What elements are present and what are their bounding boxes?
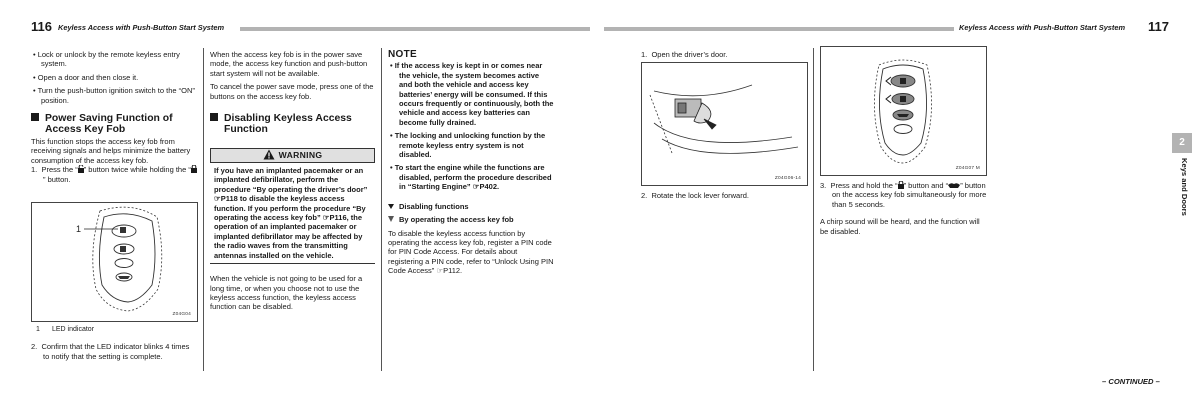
warning-header: WARNING [210,148,375,163]
step-2: 2. Confirm that the LED indicator blinks 4 times to notify that the setting is complete. [31,342,190,361]
left-column-1 [31,50,197,188]
step-2-rotate-lever: 2. Rotate the lock lever forward. [641,191,749,200]
key-fob-hold-figure [820,46,987,176]
door-lock-illustration [642,63,807,185]
key-fob-illustration [32,203,197,321]
left-page [0,0,590,400]
left-column-1-lower [31,325,197,365]
left-column-3 [388,50,554,280]
triangle-icon [388,204,394,209]
right-column-2 [820,181,988,240]
figure-code: Z04G04 [172,312,191,317]
left-header-bar [240,27,590,31]
bullet-item: • Open a door and then close it. [33,72,139,82]
sub-sub-heading-by-fob: By operating the access key fob [388,215,554,224]
cancel-power-save-text: To cancel the power save mode, press one of the buttons on the access key fob. [210,82,374,101]
lock-icon [191,165,197,173]
note-title: NOTE [388,49,417,60]
square-icon [31,113,39,121]
key-fob-buttons-illustration [821,47,986,175]
bullet-item: • Turn the push-button ignition switch to the “ON” position. [33,86,195,105]
disable-intro-text: When the vehicle is not going to be used for a long time, or when you choose not to use the keyless access function, the keyless access function can be disabled. [210,274,363,312]
note-item: • To start the engine while the functions are disabled, perform the procedure described in “Starting Engine” ☞P402. [390,163,552,192]
trunk-icon [948,182,960,188]
column-divider [203,48,204,371]
power-save-text: When the access key fob is in the power save mode, the access key function and push-button start system will not be available. [210,50,368,78]
left-page-number: 116 [31,19,52,34]
figure-code: Z04G07 M [955,166,980,171]
step-1-open-door: 1. Open the driver’s door. [641,50,728,59]
chirp-text: A chirp sound will be heard, and the function will be disabled. [820,217,980,236]
note-item: • The locking and unlocking function by the remote keyless entry system is not disabled. [390,131,546,160]
pin-code-text: To disable the keyless access function by operating the access key fob, register a PIN code for PIN Code Access. For details about registering a PIN code, refer to “Unlock Using PIN Code Access” ☞P112. [388,228,554,276]
section-text: This function stops the access key fob from receiving signals and helps minimize the battery consumption of the access key fob. [31,137,191,165]
right-column-1-lower [641,191,807,204]
right-page-number: 117 [1148,19,1169,34]
column-divider [813,48,814,371]
open-triangle-icon [388,216,394,222]
note-list [388,61,554,191]
section-heading-power-saving: Power Saving Function of Access Key Fob [31,113,197,135]
key-fob-figure [31,202,198,322]
driver-door-figure [641,62,808,186]
warning-icon [263,149,275,160]
right-header-bar [604,27,954,31]
sub-heading-disabling-functions: Disabling functions [388,202,554,211]
continued-label: – CONTINUED – [1102,377,1160,386]
chapter-tab-number: 2 [1172,133,1192,153]
step-1: 1. Press the “ ” button twice while holding the “” button. [31,165,197,184]
column-divider [381,48,382,371]
right-header-title: Keyless Access with Push-Button Start System [959,23,1126,32]
right-page [604,0,1194,400]
chapter-tab-label: Keys and Doors [1180,158,1189,216]
figure-callout-1: 1 [76,224,82,234]
step-3-press-hold: 3. Press and hold the “ ” button and “ ” button on the access key fob simultaneously for more than 5 seconds. [820,181,987,209]
note-item: • If the access key is kept in or comes near the vehicle, the system becomes active and both the vehicle and access key batteries’ energy will be consumed. If this occurs frequently or continuously, both the vehicle and access key batteries can become fully drained. [390,61,554,127]
left-column-2 [210,50,375,316]
square-icon [210,113,218,121]
figure-code: Z04G06-14 [774,176,801,181]
bullet-item: • Lock or unlock by the remote keyless entry system. [33,50,180,69]
figure-legend: 1 LED indicator [36,326,95,333]
section-heading-disabling: Disabling Keyless Access Function [210,113,375,135]
left-header-title: Keyless Access with Push-Button Start System [58,23,225,32]
warning-text: If you have an implanted pacemaker or an implanted defibrillator, perform the procedure “By operating the driver’s door” ☞P118 to disable the keyless access function. If you perform the procedure “By operating the access key fob” ☞P116, the operation of an implanted pacemaker or implanted defibrillator may be affected by the radio waves from the transmitting antennas installed on the vehicle. [210,163,375,264]
